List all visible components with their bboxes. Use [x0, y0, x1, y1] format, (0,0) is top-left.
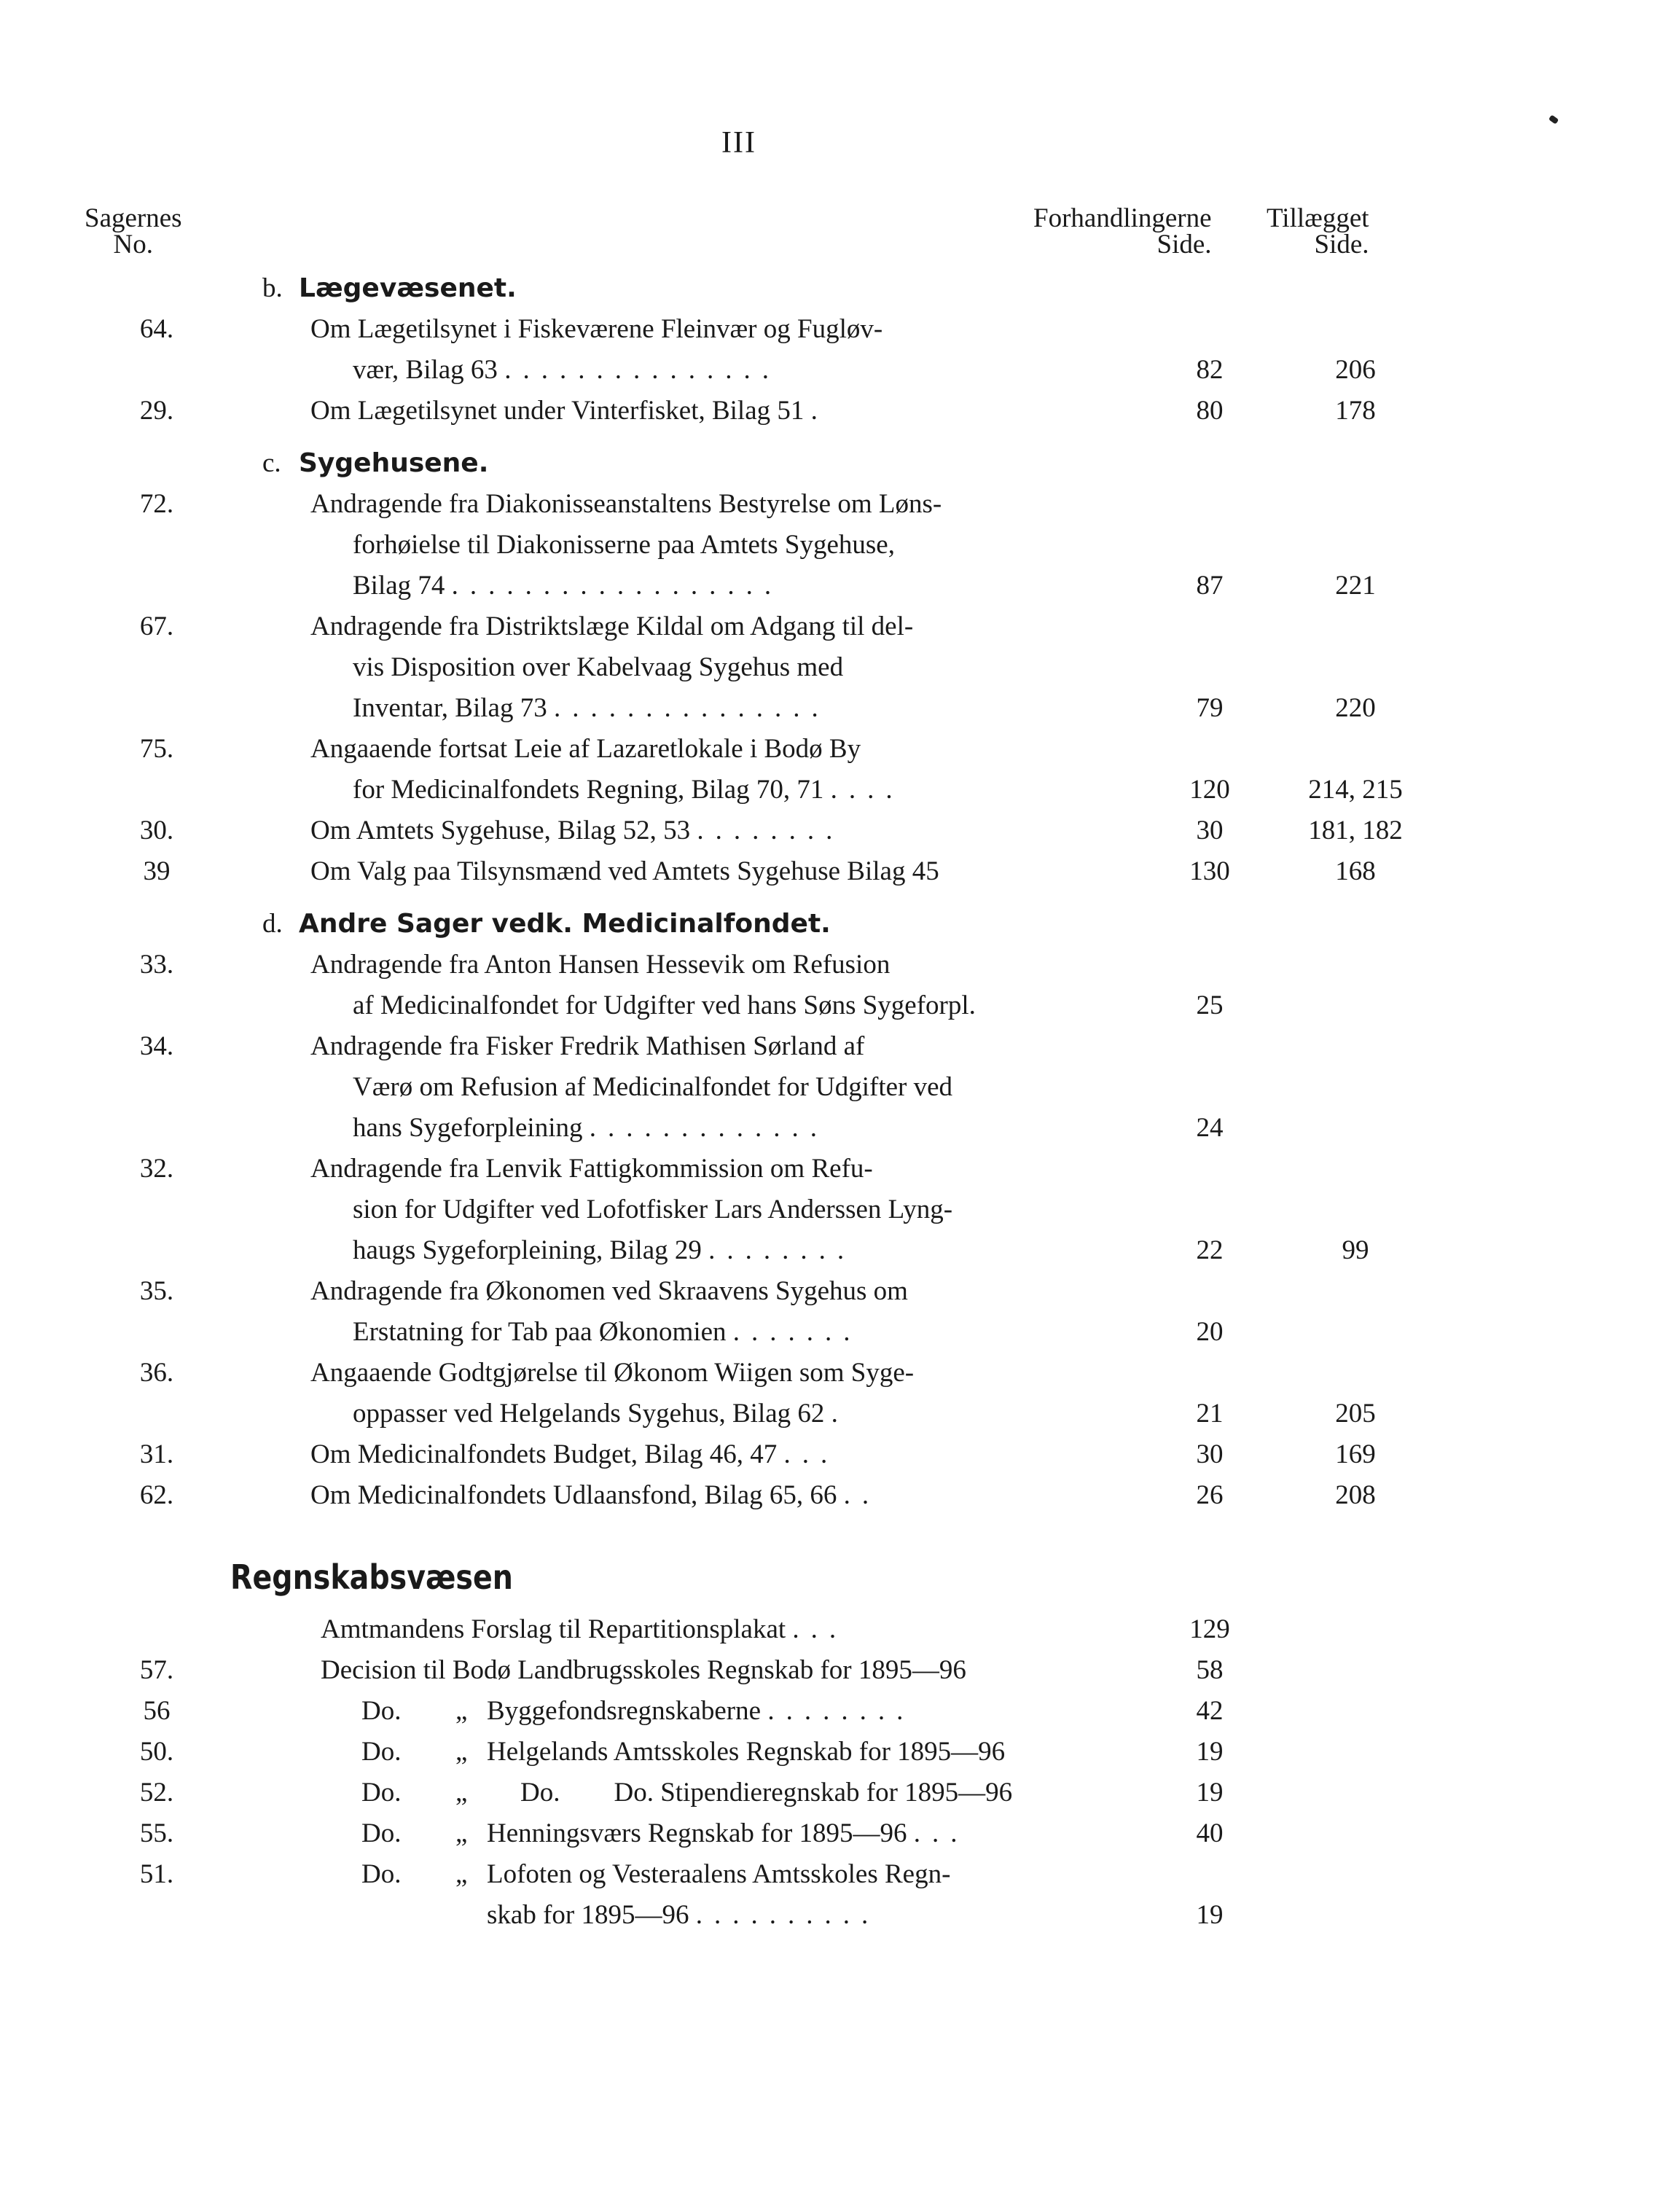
ink-speck — [1549, 114, 1559, 124]
proceedings-page: 87 — [1196, 571, 1224, 601]
entry-text: Inventar, Bilag 73 ............... — [353, 693, 830, 723]
entry-text: Amtmandens Forslag til Repartitionsplakat ... — [321, 1614, 848, 1644]
ditto-mark: Do. — [361, 1737, 402, 1767]
proceedings-page: 19 — [1196, 1900, 1224, 1930]
entry-text: Lofoten og Vesteraalens Amtsskoles Regn- — [487, 1859, 951, 1889]
ditto-quote: „ — [455, 1859, 468, 1889]
entry-text: Værø om Refusion af Medicinalfondet for Udgifter ved — [353, 1072, 953, 1102]
entry-text: vis Disposition over Kabelvaag Sygehus med — [353, 652, 844, 682]
entry-text: Om Medicinalfondets Budget, Bilag 46, 47 ... — [310, 1439, 840, 1469]
header-proceedings-page: Forhandlingerne Side. — [1033, 203, 1212, 259]
proceedings-page: 80 — [1196, 396, 1224, 426]
ditto-mark: Do. — [361, 1778, 402, 1807]
entry-text: Om Valg paa Tilsynsmænd ved Amtets Sygehuse Bilag 45 — [310, 856, 939, 886]
ditto-quote: „ — [455, 1696, 468, 1726]
case-number: 36. — [139, 1358, 174, 1388]
proceedings-page: 82 — [1196, 355, 1224, 385]
supplement-page: 220 — [1335, 693, 1376, 723]
entry-text: sion for Udgifter ved Lofotfisker Lars Anderssen Lyng- — [353, 1195, 953, 1224]
ditto-mark: Do. — [361, 1696, 402, 1726]
proceedings-page: 26 — [1196, 1480, 1224, 1510]
entry-text: haugs Sygeforpleining, Bilag 29 ........ — [353, 1235, 856, 1265]
header-case-number: Sagernes No. — [85, 203, 182, 259]
supplement-page: 221 — [1335, 571, 1376, 601]
supplement-page: 214, 215 — [1308, 775, 1403, 805]
entry-text: Om Lægetilsynet under Vinterfisket, Bilag 51 . — [310, 396, 829, 426]
entry-text: hans Sygeforpleining ............. — [353, 1113, 829, 1143]
entry-text: Bilag 74 .................. — [353, 571, 783, 601]
entry-text: Andragende fra Fisker Fredrik Mathisen Sørland af — [310, 1031, 865, 1061]
entry-text: oppasser ved Helgelands Sygehus, Bilag 62 . — [353, 1399, 850, 1429]
entry-text: Andragende fra Diakonisseanstaltens Bestyrelse om Løns- — [310, 489, 942, 519]
proceedings-page: 30 — [1196, 1439, 1224, 1469]
supplement-page: 181, 182 — [1308, 816, 1403, 845]
ditto-mark: Do. — [361, 1818, 402, 1848]
case-number: 67. — [139, 611, 174, 641]
section-heading-regnskab: Regnskabsvæsen — [230, 1558, 513, 1597]
page-number: III — [721, 126, 756, 160]
case-number: 75. — [139, 734, 174, 764]
proceedings-page: 129 — [1189, 1614, 1230, 1644]
entry-text: Om Medicinalfondets Udlaansfond, Bilag 65, 66 .. — [310, 1480, 881, 1510]
entry-text: Angaaende Godtgjørelse til Økonom Wiigen som Syge- — [310, 1358, 915, 1388]
entry-text: Decision til Bodø Landbrugsskoles Regnskab for 1895—96 — [321, 1655, 966, 1685]
entry-text: Andragende fra Lenvik Fattigkommission om Refu- — [310, 1154, 873, 1184]
ditto-quote: „ — [455, 1818, 468, 1848]
supplement-page: 168 — [1335, 856, 1376, 886]
supplement-page: 208 — [1335, 1480, 1376, 1510]
supplement-page: 169 — [1335, 1439, 1376, 1469]
case-number: 35. — [139, 1276, 174, 1306]
entry-text: Andragende fra Anton Hansen Hessevik om Refusion — [310, 950, 891, 980]
case-number: 57. — [139, 1655, 174, 1685]
proceedings-page: 22 — [1196, 1235, 1224, 1265]
proceedings-page: 19 — [1196, 1737, 1224, 1767]
proceedings-page: 130 — [1189, 856, 1230, 886]
supplement-page: 205 — [1335, 1399, 1376, 1429]
proceedings-page: 79 — [1196, 693, 1224, 723]
entry-text: Om Lægetilsynet i Fiskeværene Fleinvær og Fugløv- — [310, 314, 883, 344]
proceedings-page: 120 — [1189, 775, 1230, 805]
entry-text: Henningsværs Regnskab for 1895—96 ... — [487, 1818, 969, 1848]
proceedings-page: 58 — [1196, 1655, 1224, 1685]
entry-text: Byggefondsregnskaberne ........ — [487, 1696, 915, 1726]
case-number: 39 — [143, 856, 171, 886]
proceedings-page: 21 — [1196, 1399, 1224, 1429]
proceedings-page: 25 — [1196, 990, 1224, 1020]
entry-text: Andragende fra Distriktslæge Kildal om Adgang til del- — [310, 611, 914, 641]
entry-text: Angaaende fortsat Leie af Lazaretlokale i Bodø By — [310, 734, 861, 764]
entry-text: for Medicinalfondets Regning, Bilag 70, 71 .... — [353, 775, 904, 805]
ditto-quote: „ — [455, 1737, 468, 1767]
case-number: 32. — [139, 1154, 174, 1184]
entry-text: forhøielse til Diakonisserne paa Amtets Sygehuse, — [353, 530, 895, 560]
case-number: 31. — [139, 1439, 174, 1469]
supplement-page: 206 — [1335, 355, 1376, 385]
case-number: 55. — [139, 1818, 174, 1848]
proceedings-page: 30 — [1196, 816, 1224, 845]
section-heading-c: c. Sygehusene. — [262, 448, 489, 478]
entry-text: Do. Do. Stipendieregnskab for 1895—96 — [520, 1778, 1013, 1807]
section-heading-d: d. Andre Sager vedk. Medicinalfondet. — [262, 909, 831, 939]
proceedings-page: 24 — [1196, 1113, 1224, 1143]
entry-text: af Medicinalfondet for Udgifter ved hans Søns Sygeforpl. — [353, 990, 976, 1020]
case-number: 72. — [139, 489, 174, 519]
case-number: 34. — [139, 1031, 174, 1061]
case-number: 62. — [139, 1480, 174, 1510]
entry-text: skab for 1895—96 .......... — [487, 1900, 880, 1930]
case-number: 50. — [139, 1737, 174, 1767]
ditto-mark: Do. — [361, 1859, 402, 1889]
proceedings-page: 19 — [1196, 1778, 1224, 1807]
proceedings-page: 40 — [1196, 1818, 1224, 1848]
proceedings-page: 42 — [1196, 1696, 1224, 1726]
header-supplement-page: Tillægget Side. — [1267, 203, 1369, 259]
entry-text: vær, Bilag 63 ............... — [353, 355, 780, 385]
supplement-page: 178 — [1335, 396, 1376, 426]
entry-text: Helgelands Amtsskoles Regnskab for 1895—96 — [487, 1737, 1006, 1767]
entry-text: Erstatning for Tab paa Økonomien ....... — [353, 1317, 862, 1347]
case-number: 51. — [139, 1859, 174, 1889]
section-heading-b: b. Lægevæsenet. — [262, 273, 517, 303]
case-number: 52. — [139, 1778, 174, 1807]
case-number: 30. — [139, 816, 174, 845]
case-number: 56 — [143, 1696, 171, 1726]
ditto-quote: „ — [455, 1778, 468, 1807]
case-number: 33. — [139, 950, 174, 980]
proceedings-page: 20 — [1196, 1317, 1224, 1347]
case-number: 64. — [139, 314, 174, 344]
entry-text: Om Amtets Sygehuse, Bilag 52, 53 ........ — [310, 816, 845, 845]
supplement-page: 99 — [1342, 1235, 1369, 1265]
case-number: 29. — [139, 396, 174, 426]
entry-text: Andragende fra Økonomen ved Skraavens Sygehus om — [310, 1276, 908, 1306]
